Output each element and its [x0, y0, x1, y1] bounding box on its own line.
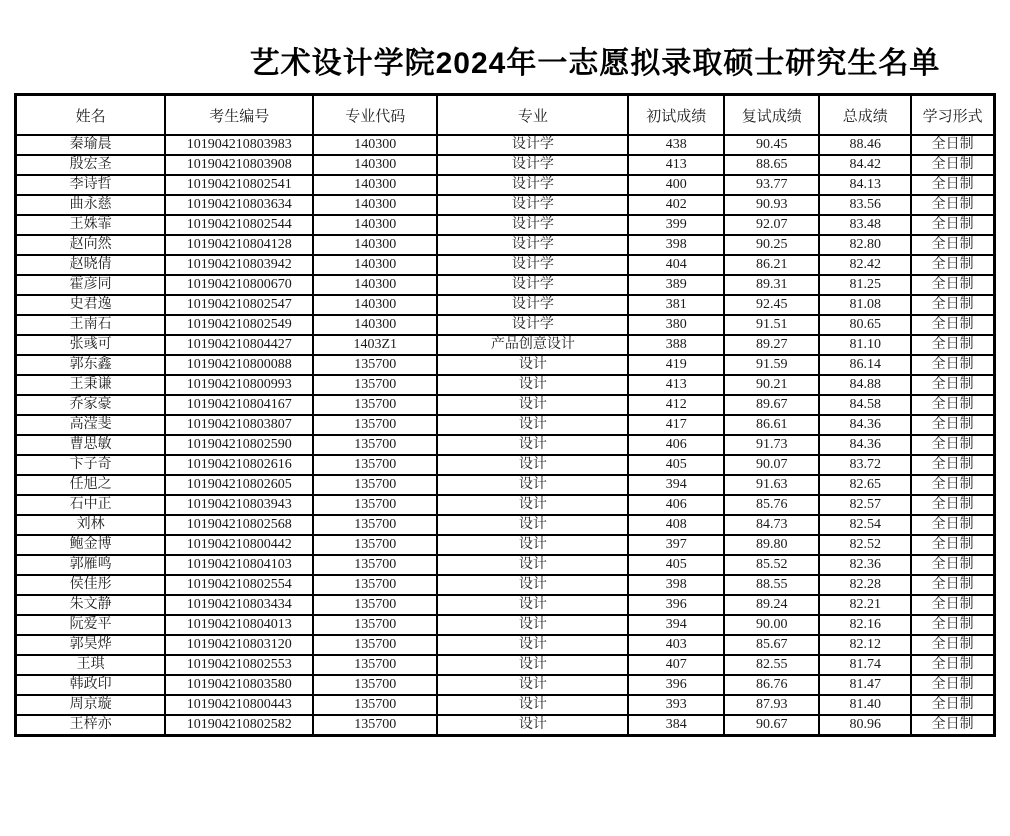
table-cell: 全日制 [911, 715, 994, 736]
table-cell: 设计 [437, 635, 628, 655]
table-cell: 135700 [313, 535, 437, 555]
table-cell: 135700 [313, 395, 437, 415]
table-cell: 135700 [313, 635, 437, 655]
table-cell: 全日制 [911, 635, 994, 655]
table-cell: 396 [628, 675, 724, 695]
table-cell: 406 [628, 435, 724, 455]
table-cell: 135700 [313, 375, 437, 395]
table-cell: 101904210802544 [165, 215, 313, 235]
table-cell: 88.55 [724, 575, 819, 595]
table-cell: 设计 [437, 475, 628, 495]
table-cell: 全日制 [911, 595, 994, 615]
table-cell: 135700 [313, 675, 437, 695]
column-header: 复试成绩 [724, 95, 819, 136]
table-row [16, 715, 995, 736]
table-cell: 设计学 [437, 175, 628, 195]
table-cell: 91.63 [724, 475, 819, 495]
table-row [16, 135, 995, 155]
table-cell: 全日制 [911, 535, 994, 555]
table-cell: 81.10 [819, 335, 911, 355]
table-cell: 设计 [437, 575, 628, 595]
table-cell: 郭昊烨 [16, 635, 166, 655]
table-cell: 140300 [313, 315, 437, 335]
table-cell: 设计 [437, 595, 628, 615]
table-cell: 设计 [437, 655, 628, 675]
table-cell: 101904210803942 [165, 255, 313, 275]
table-cell: 412 [628, 395, 724, 415]
table-cell: 殷宏圣 [16, 155, 166, 175]
table-cell: 设计学 [437, 155, 628, 175]
table-row [16, 255, 995, 275]
table-row [16, 415, 995, 435]
table-cell: 82.12 [819, 635, 911, 655]
table-cell: 101904210800670 [165, 275, 313, 295]
table-cell: 阮爱平 [16, 615, 166, 635]
table-cell: 101904210803943 [165, 495, 313, 515]
table-cell: 84.42 [819, 155, 911, 175]
table-cell: 设计 [437, 695, 628, 715]
table-cell: 设计学 [437, 295, 628, 315]
table-cell: 1403Z1 [313, 335, 437, 355]
table-cell: 郭东鑫 [16, 355, 166, 375]
table-cell: 设计 [437, 715, 628, 736]
table-cell: 高滢斐 [16, 415, 166, 435]
table-cell: 设计 [437, 535, 628, 555]
table-cell: 乔家豪 [16, 395, 166, 415]
table-cell: 140300 [313, 155, 437, 175]
table-cell: 438 [628, 135, 724, 155]
table-cell: 全日制 [911, 675, 994, 695]
table-row [16, 275, 995, 295]
table-cell: 朱文静 [16, 595, 166, 615]
table-cell: 设计学 [437, 135, 628, 155]
table-cell: 89.24 [724, 595, 819, 615]
table-cell: 设计 [437, 675, 628, 695]
table-cell: 101904210803634 [165, 195, 313, 215]
table-cell: 135700 [313, 715, 437, 736]
column-header: 学习形式 [911, 95, 994, 136]
table-cell: 406 [628, 495, 724, 515]
table-row [16, 575, 995, 595]
table-cell: 405 [628, 455, 724, 475]
table-row [16, 335, 995, 355]
table-cell: 全日制 [911, 275, 994, 295]
table-cell: 设计 [437, 395, 628, 415]
table-cell: 135700 [313, 695, 437, 715]
table-cell: 90.93 [724, 195, 819, 215]
table-row [16, 515, 995, 535]
table-cell: 140300 [313, 215, 437, 235]
table-row [16, 395, 995, 415]
table-cell: 石中正 [16, 495, 166, 515]
table-cell: 81.74 [819, 655, 911, 675]
table-cell: 90.67 [724, 715, 819, 736]
table-cell: 135700 [313, 575, 437, 595]
table-cell: 全日制 [911, 475, 994, 495]
table-cell: 135700 [313, 655, 437, 675]
table-cell: 全日制 [911, 415, 994, 435]
table-cell: 405 [628, 555, 724, 575]
table-cell: 135700 [313, 595, 437, 615]
table-cell: 403 [628, 635, 724, 655]
table-cell: 86.21 [724, 255, 819, 275]
table-cell: 89.67 [724, 395, 819, 415]
table-cell: 郭雁鸣 [16, 555, 166, 575]
table-row [16, 215, 995, 235]
table-cell: 李诗哲 [16, 175, 166, 195]
table-cell: 135700 [313, 515, 437, 535]
table-cell: 90.45 [724, 135, 819, 155]
table-cell: 设计 [437, 435, 628, 455]
table-row [16, 315, 995, 335]
table-cell: 82.54 [819, 515, 911, 535]
table-cell: 全日制 [911, 555, 994, 575]
table-cell: 全日制 [911, 575, 994, 595]
table-cell: 84.88 [819, 375, 911, 395]
table-cell: 全日制 [911, 255, 994, 275]
table-cell: 80.96 [819, 715, 911, 736]
table-cell: 135700 [313, 555, 437, 575]
table-cell: 韩政印 [16, 675, 166, 695]
table-cell: 82.55 [724, 655, 819, 675]
table-cell: 140300 [313, 235, 437, 255]
table-cell: 394 [628, 475, 724, 495]
column-header: 专业代码 [313, 95, 437, 136]
table-cell: 101904210803807 [165, 415, 313, 435]
table-body [16, 135, 995, 736]
table-cell: 90.25 [724, 235, 819, 255]
table-cell: 384 [628, 715, 724, 736]
table-cell: 设计学 [437, 255, 628, 275]
table-cell: 86.61 [724, 415, 819, 435]
table-cell: 101904210800088 [165, 355, 313, 375]
table-cell: 140300 [313, 255, 437, 275]
table-cell: 84.13 [819, 175, 911, 195]
table-cell: 全日制 [911, 495, 994, 515]
table-row [16, 435, 995, 455]
table-cell: 81.25 [819, 275, 911, 295]
table-cell: 全日制 [911, 615, 994, 635]
header-row [16, 95, 995, 136]
table-cell: 设计 [437, 515, 628, 535]
table-row [16, 355, 995, 375]
table-cell: 设计 [437, 375, 628, 395]
table-cell: 93.77 [724, 175, 819, 195]
column-header: 专业 [437, 95, 628, 136]
table-cell: 全日制 [911, 355, 994, 375]
admission-table [14, 93, 996, 737]
table-cell: 101904210800993 [165, 375, 313, 395]
table-cell: 101904210802616 [165, 455, 313, 475]
table-cell: 402 [628, 195, 724, 215]
table-cell: 刘林 [16, 515, 166, 535]
table-cell: 81.40 [819, 695, 911, 715]
table-cell: 84.36 [819, 435, 911, 455]
table-cell: 101904210802541 [165, 175, 313, 195]
table-cell: 86.76 [724, 675, 819, 695]
table-row [16, 655, 995, 675]
table-cell: 101904210804128 [165, 235, 313, 255]
table-row [16, 175, 995, 195]
table-cell: 全日制 [911, 655, 994, 675]
table-cell: 91.51 [724, 315, 819, 335]
table-row [16, 375, 995, 395]
table-cell: 140300 [313, 135, 437, 155]
table-cell: 设计 [437, 455, 628, 475]
table-cell: 任旭之 [16, 475, 166, 495]
table-row [16, 195, 995, 215]
table-cell: 曲永慈 [16, 195, 166, 215]
table-cell: 381 [628, 295, 724, 315]
page-title: 艺术设计学院2024年一志愿拟录取硕士研究生名单 [249, 47, 941, 80]
table-cell: 全日制 [911, 215, 994, 235]
column-header: 初试成绩 [628, 95, 724, 136]
table-cell: 全日制 [911, 335, 994, 355]
table-cell: 88.46 [819, 135, 911, 155]
table-cell: 85.76 [724, 495, 819, 515]
table-cell: 设计学 [437, 215, 628, 235]
table-cell: 张彧可 [16, 335, 166, 355]
table-cell: 82.42 [819, 255, 911, 275]
table-cell: 82.28 [819, 575, 911, 595]
table-cell: 赵向然 [16, 235, 166, 255]
table-cell: 90.00 [724, 615, 819, 635]
table-cell: 135700 [313, 475, 437, 495]
table-row [16, 235, 995, 255]
table-cell: 82.16 [819, 615, 911, 635]
table-cell: 82.65 [819, 475, 911, 495]
table-cell: 101904210804013 [165, 615, 313, 635]
table-cell: 82.36 [819, 555, 911, 575]
table-cell: 全日制 [911, 195, 994, 215]
table-cell: 设计 [437, 555, 628, 575]
table-cell: 400 [628, 175, 724, 195]
table-cell: 89.27 [724, 335, 819, 355]
table-cell: 81.47 [819, 675, 911, 695]
table-cell: 91.73 [724, 435, 819, 455]
table-row [16, 155, 995, 175]
table-cell: 413 [628, 155, 724, 175]
table-cell: 设计学 [437, 275, 628, 295]
table-row [16, 295, 995, 315]
table-cell: 417 [628, 415, 724, 435]
table-cell: 设计 [437, 355, 628, 375]
table-cell: 398 [628, 235, 724, 255]
table-cell: 101904210803434 [165, 595, 313, 615]
table-cell: 81.08 [819, 295, 911, 315]
table-row [16, 455, 995, 475]
table-cell: 389 [628, 275, 724, 295]
table-cell: 101904210803983 [165, 135, 313, 155]
table-cell: 史君逸 [16, 295, 166, 315]
table-cell: 全日制 [911, 435, 994, 455]
table-cell: 101904210800443 [165, 695, 313, 715]
table-cell: 82.57 [819, 495, 911, 515]
table-cell: 82.21 [819, 595, 911, 615]
table-cell: 赵晓倩 [16, 255, 166, 275]
table-row [16, 475, 995, 495]
table-cell: 83.56 [819, 195, 911, 215]
table-cell: 设计学 [437, 235, 628, 255]
table-cell: 全日制 [911, 455, 994, 475]
table-cell: 全日制 [911, 175, 994, 195]
table-cell: 曹思敏 [16, 435, 166, 455]
table-cell: 王南石 [16, 315, 166, 335]
table-cell: 101904210804427 [165, 335, 313, 355]
table-cell: 135700 [313, 435, 437, 455]
table-cell: 407 [628, 655, 724, 675]
table-cell: 92.45 [724, 295, 819, 315]
table-cell: 84.36 [819, 415, 911, 435]
table-cell: 140300 [313, 275, 437, 295]
table-cell: 101904210802605 [165, 475, 313, 495]
table-cell: 88.65 [724, 155, 819, 175]
table-cell: 82.80 [819, 235, 911, 255]
table-cell: 101904210802549 [165, 315, 313, 335]
table-cell: 全日制 [911, 235, 994, 255]
table-cell: 101904210802554 [165, 575, 313, 595]
table-cell: 设计学 [437, 315, 628, 335]
table-cell: 鲍金博 [16, 535, 166, 555]
table-cell: 397 [628, 535, 724, 555]
table-cell: 设计 [437, 495, 628, 515]
table-cell: 393 [628, 695, 724, 715]
table-cell: 侯佳彤 [16, 575, 166, 595]
table-cell: 413 [628, 375, 724, 395]
table-cell: 135700 [313, 455, 437, 475]
column-header: 考生编号 [165, 95, 313, 136]
table-cell: 87.93 [724, 695, 819, 715]
table-cell: 101904210802568 [165, 515, 313, 535]
table-cell: 101904210802590 [165, 435, 313, 455]
table-cell: 全日制 [911, 695, 994, 715]
table-cell: 101904210800442 [165, 535, 313, 555]
table-cell: 82.52 [819, 535, 911, 555]
table-cell: 419 [628, 355, 724, 375]
table-cell: 399 [628, 215, 724, 235]
table-cell: 101904210803580 [165, 675, 313, 695]
table-cell: 90.07 [724, 455, 819, 475]
table-cell: 101904210804167 [165, 395, 313, 415]
table-row [16, 675, 995, 695]
table-cell: 王琪 [16, 655, 166, 675]
table-cell: 396 [628, 595, 724, 615]
table-cell: 设计 [437, 615, 628, 635]
table-cell: 101904210802553 [165, 655, 313, 675]
table-cell: 全日制 [911, 155, 994, 175]
table-cell: 全日制 [911, 295, 994, 315]
table-cell: 王秉谦 [16, 375, 166, 395]
table-cell: 101904210802547 [165, 295, 313, 315]
table-row [16, 635, 995, 655]
table-cell: 101904210803120 [165, 635, 313, 655]
table-cell: 101904210803908 [165, 155, 313, 175]
table-cell: 140300 [313, 295, 437, 315]
table-cell: 101904210802582 [165, 715, 313, 736]
table-row [16, 695, 995, 715]
table-cell: 设计 [437, 415, 628, 435]
table-cell: 霍彦同 [16, 275, 166, 295]
table-cell: 85.52 [724, 555, 819, 575]
table-cell: 135700 [313, 495, 437, 515]
table-cell: 产品创意设计 [437, 335, 628, 355]
table-cell: 135700 [313, 415, 437, 435]
table-cell: 140300 [313, 195, 437, 215]
table-cell: 404 [628, 255, 724, 275]
table-cell: 80.65 [819, 315, 911, 335]
column-header: 总成绩 [819, 95, 911, 136]
table-row [16, 615, 995, 635]
table-cell: 全日制 [911, 395, 994, 415]
table-cell: 设计学 [437, 195, 628, 215]
table-cell: 84.73 [724, 515, 819, 535]
table-cell: 84.58 [819, 395, 911, 415]
table-cell: 王姝霏 [16, 215, 166, 235]
table-cell: 92.07 [724, 215, 819, 235]
table-cell: 394 [628, 615, 724, 635]
table-cell: 86.14 [819, 355, 911, 375]
table-row [16, 555, 995, 575]
table-cell: 83.48 [819, 215, 911, 235]
table-cell: 王梓亦 [16, 715, 166, 736]
table-cell: 全日制 [911, 375, 994, 395]
table-cell: 周京璇 [16, 695, 166, 715]
column-header: 姓名 [16, 95, 166, 136]
table-cell: 91.59 [724, 355, 819, 375]
table-cell: 卞子奇 [16, 455, 166, 475]
table-cell: 89.80 [724, 535, 819, 555]
table-cell: 398 [628, 575, 724, 595]
table-row [16, 595, 995, 615]
table-cell: 90.21 [724, 375, 819, 395]
table-cell: 135700 [313, 615, 437, 635]
table-cell: 380 [628, 315, 724, 335]
table-cell: 83.72 [819, 455, 911, 475]
table-cell: 408 [628, 515, 724, 535]
table-row [16, 535, 995, 555]
table-cell: 388 [628, 335, 724, 355]
table-cell: 140300 [313, 175, 437, 195]
table-cell: 85.67 [724, 635, 819, 655]
table-cell: 全日制 [911, 315, 994, 335]
table-cell: 秦瑜晨 [16, 135, 166, 155]
table-cell: 101904210804103 [165, 555, 313, 575]
table-cell: 全日制 [911, 135, 994, 155]
table-cell: 89.31 [724, 275, 819, 295]
table-row [16, 495, 995, 515]
table-cell: 全日制 [911, 515, 994, 535]
table-cell: 135700 [313, 355, 437, 375]
